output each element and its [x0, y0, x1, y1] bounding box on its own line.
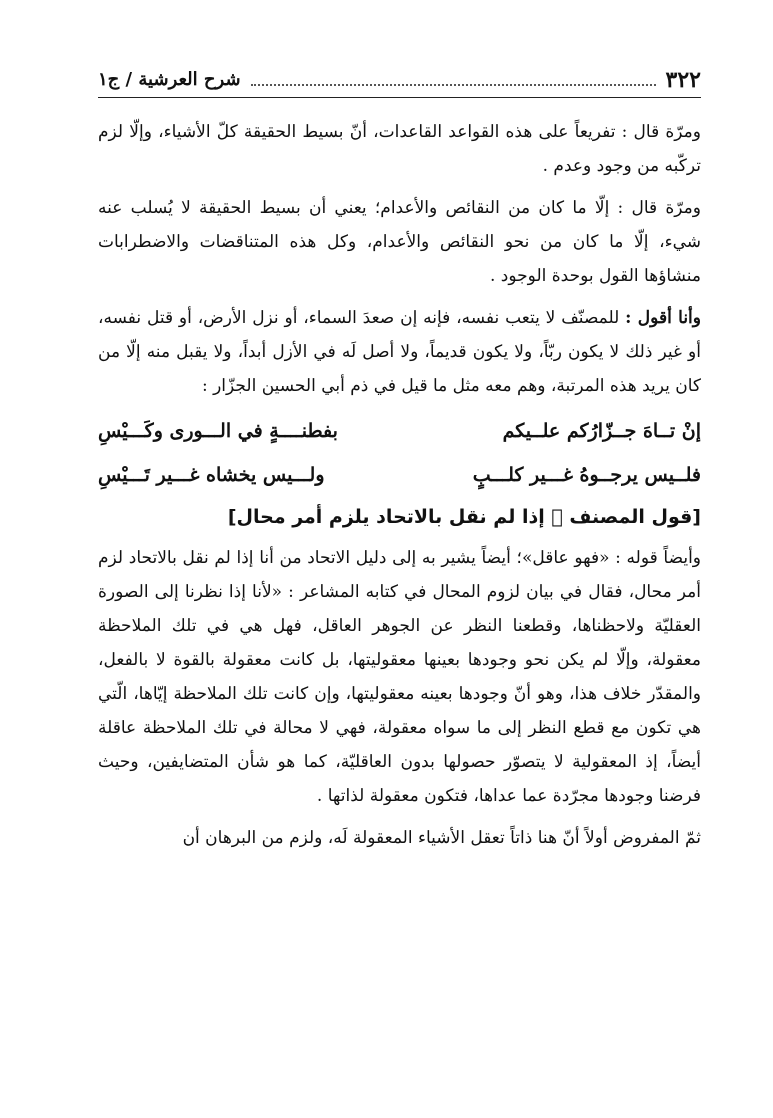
page-body	[98, 115, 701, 863]
paragraph-text: ومرّة قال : تفريعاً على هذه القواعد القاعدات، أنّ بسيط الحقيقة كلّ الأشياء، وإلّا لزم تركّبه من وجود وعدم .	[98, 122, 701, 176]
paragraph	[98, 191, 701, 293]
paragraph-text: ثمّ المفروض أولاً أنّ هنا ذاتاً تعقل الأشياء المعقولة لَه، ولزم من البرهان أن	[182, 828, 701, 848]
verse-second-hemistich: بفطنــــةٍ في الـــورى وكَـــيْسِ	[98, 420, 338, 442]
running-title: شرح العرشية / ج١	[98, 69, 241, 90]
paragraph	[98, 541, 701, 813]
verse-line	[98, 455, 701, 495]
paragraph-text: ومرّة قال : إلّا ما كان من النقائص والأعدام؛ يعني أن بسيط الحقيقة لا يُسلب عنه شيء، إلّا ما كان من نحو النقائص والأعدام، وكل هذه المتناقضات والاضطرابات منشاؤها القول بوحدة الوجود .	[98, 198, 701, 286]
paragraph	[98, 115, 701, 183]
verse-second-hemistich: ولـــيس يخشاه غـــير تَـــيْسِ	[98, 464, 325, 486]
paragraph	[98, 301, 701, 403]
header-rule	[98, 97, 701, 98]
verse-first-hemistich: إنْ تــاهَ جــزّارُكم علــيكم	[502, 420, 701, 442]
paragraph	[98, 821, 701, 855]
paragraph-text: للمصنّف لا يتعب نفسه، فإنه إن صعدَ السماء، أو نزل الأرض، أو قتل نفسه، أو غير ذلك لا يكون ربّاً، ولا يكون قديماً، ولا أصل لَه في الأزل أبداً، ولا يقبل منه إلّا من كان يريد هذه المرتبة، وهم معه مثل ما قيل في ذم أبي الحسين الجزّار :	[98, 308, 701, 396]
verse-first-hemistich: فلــيس يرجــوهُ غـــير كلـــبٍ	[472, 464, 701, 486]
page-number: ٣٢٢	[665, 67, 701, 93]
page-header	[98, 60, 701, 94]
section-heading: [قول المصنف ﷫ إذا لم نقل بالاتحاد يلزم أمر محال]	[227, 506, 701, 528]
verse-line	[98, 411, 701, 451]
paragraph-lead: وأنا أقول :	[625, 308, 701, 328]
header-dot-leader	[251, 84, 656, 86]
paragraph-text: وأيضاً قوله : «فهو عاقل»؛ أيضاً يشير به إلى دليل الاتحاد من أنا إذا لم نقل بالاتحاد لزم أمر محال، فقال في بيان لزوم المحال في كتابه المشاعر : «لأنا إذا نظرنا إلى الصورة العقليّة ولاحظناها، وقطعنا النظر عن الجوهر العاقل، فهل هي في تلك الملاحظة معقولة، وإلّا لم يكن نحو وجودها بعينها معقوليتها، بل كانت معقولة بالقوة لا بالفعل، والمقدّر خلاف هذا، وهو أنّ وجودها بعينه معقوليتها، وإن كانت تلك الملاحظة إيّاها، الّتي هي تكون مع قطع النظر إلى ما سواه معقولة، فهي لا محالة في تلك الملاحظة عاقلة أيضاً، إذ المعقولية لا يتصوّر حصولها بدون العاقليّة، كما هو شأن المتضايفين، وحيث فرضنا وجودها مجرّدة عما عداها، فتكون معقولة لذاتها .	[98, 548, 701, 806]
